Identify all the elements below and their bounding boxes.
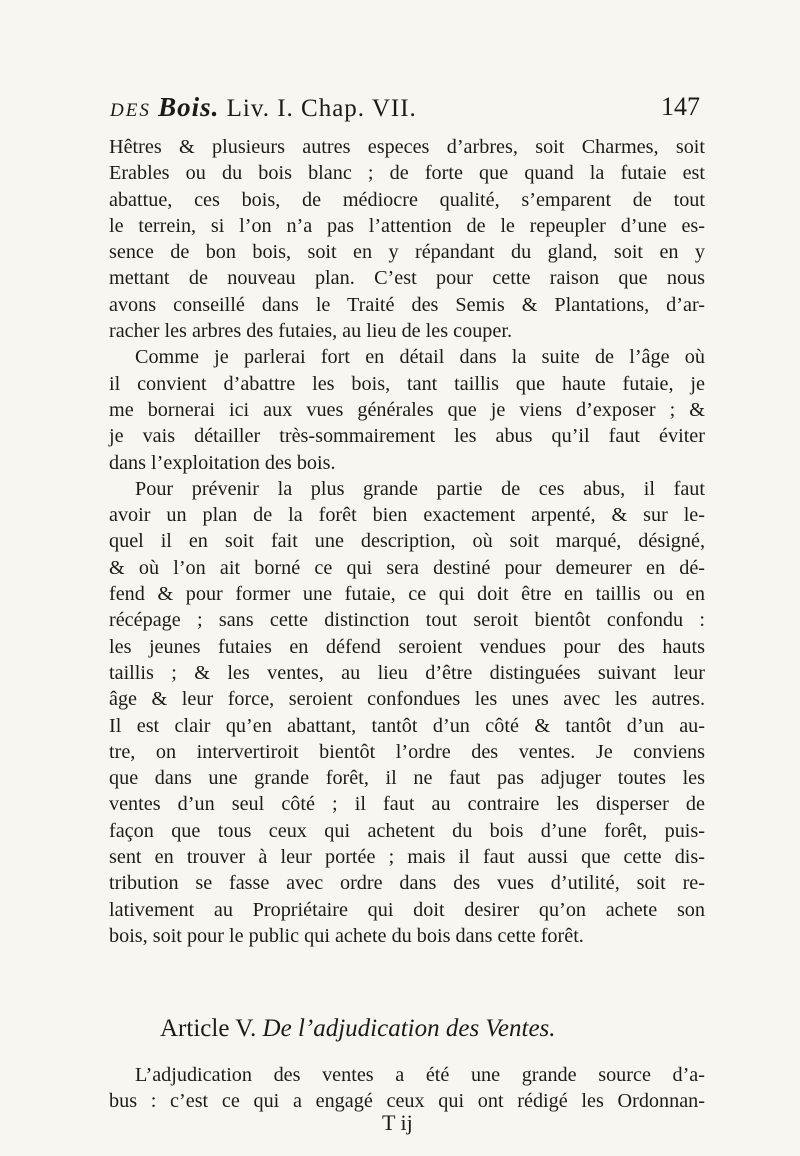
text-line: Hêtres & plusieurs autres especes d’arbres, soit Charmes, soit xyxy=(109,136,705,158)
article-title: De l’adjudication des Ventes. xyxy=(262,1015,556,1042)
running-head-bois: Bois. xyxy=(158,92,220,122)
text-line: avons conseillé dans le Traité des Semis & Plantations, d’ar- xyxy=(109,293,705,316)
text-line: Pour prévenir la plus grande partie de ces abus, il faut xyxy=(135,477,705,500)
text-line: Comme je parlerai fort en détail dans la suite de l’âge où xyxy=(135,346,705,369)
running-head-chapter: Liv. I. Chap. VII. xyxy=(226,95,417,122)
text-line: sence de bon bois, soit en y répandant du gland, soit en y xyxy=(109,241,705,264)
article-heading xyxy=(160,1015,680,1043)
running-head-des: DES xyxy=(110,100,151,121)
text-line: Erables ou du bois blanc ; de forte que quand la futaie est xyxy=(109,162,705,185)
article-number: Article V. xyxy=(160,1015,257,1042)
text-line: me bornerai ici aux vues générales que je viens d’exposer ; & xyxy=(109,398,705,421)
text-line: mettant de nouveau plan. C’est pour cette raison que nous xyxy=(109,267,705,290)
text-line: & où l’on ait borné ce qui sera destiné pour demeurer en dé- xyxy=(109,556,705,579)
text-line: quel il en soit fait une description, où soit marqué, désigné, xyxy=(109,530,705,553)
signature-mark: T ij xyxy=(382,1110,413,1135)
running-head xyxy=(110,92,417,123)
text-line: il convient d’abattre les bois, tant taillis que haute futaie, je xyxy=(109,372,705,395)
text-line: Il est clair qu’en abattant, tantôt d’un côté & tantôt d’un au- xyxy=(109,714,705,737)
text-line: façon que tous ceux qui achetent du bois d’une forêt, puis- xyxy=(109,819,705,842)
text-line: les jeunes futaies en défend seroient vendues pour des hauts xyxy=(109,635,705,658)
page-number: 147 xyxy=(661,92,700,121)
text-line: avoir un plan de la forêt bien exactement arpenté, & sur le- xyxy=(109,504,705,527)
text-line: dans l’exploitation des bois. xyxy=(109,451,336,474)
page-header xyxy=(110,92,700,128)
text-line: fend & pour former une futaie, ce qui doit être en taillis ou en xyxy=(109,583,705,606)
text-line: sent en trouver à leur portée ; mais il faut aussi que cette dis- xyxy=(109,846,705,869)
text-line: le terrein, si l’on n’a pas l’attention de le repeupler d’une es- xyxy=(109,214,705,237)
text-line: tribution se fasse avec ordre dans des vues d’utilité, soit re- xyxy=(109,872,705,895)
text-line: âge & leur force, seroient confondues les unes avec les autres. xyxy=(109,688,705,711)
text-line: racher les arbres des futaies, au lieu de les couper. xyxy=(109,320,513,343)
body-text xyxy=(109,134,705,949)
text-line: je vais détailler très-sommairement les abus qu’il faut éviter xyxy=(109,425,705,448)
text-line: ventes d’un seul côté ; il faut au contraire les disperser de xyxy=(109,793,705,816)
text-line: lativement au Propriétaire qui doit desirer qu’on achete son xyxy=(109,898,705,921)
text-line: bus : c’est ce qui a engagé ceux qui ont rédigé les Ordonnan- xyxy=(109,1090,705,1113)
text-line: que dans une grande forêt, il ne faut pas adjuger toutes les xyxy=(109,767,705,790)
text-line: abattue, ces bois, de médiocre qualité, s’emparent de tout xyxy=(109,188,705,211)
text-line: bois, soit pour le public qui achete du bois dans cette forêt. xyxy=(109,924,584,947)
text-line: taillis ; & les ventes, au lieu d’être distinguées suivant leur xyxy=(109,661,705,684)
article-body xyxy=(109,1062,705,1115)
text-line: L’adjudication des ventes a été une grande source d’a- xyxy=(135,1064,705,1086)
text-line: tre, on intervertiroit bientôt l’ordre des ventes. Je conviens xyxy=(109,740,705,763)
text-line: récépage ; sans cette distinction tout seroit bientôt confondu : xyxy=(109,609,705,632)
